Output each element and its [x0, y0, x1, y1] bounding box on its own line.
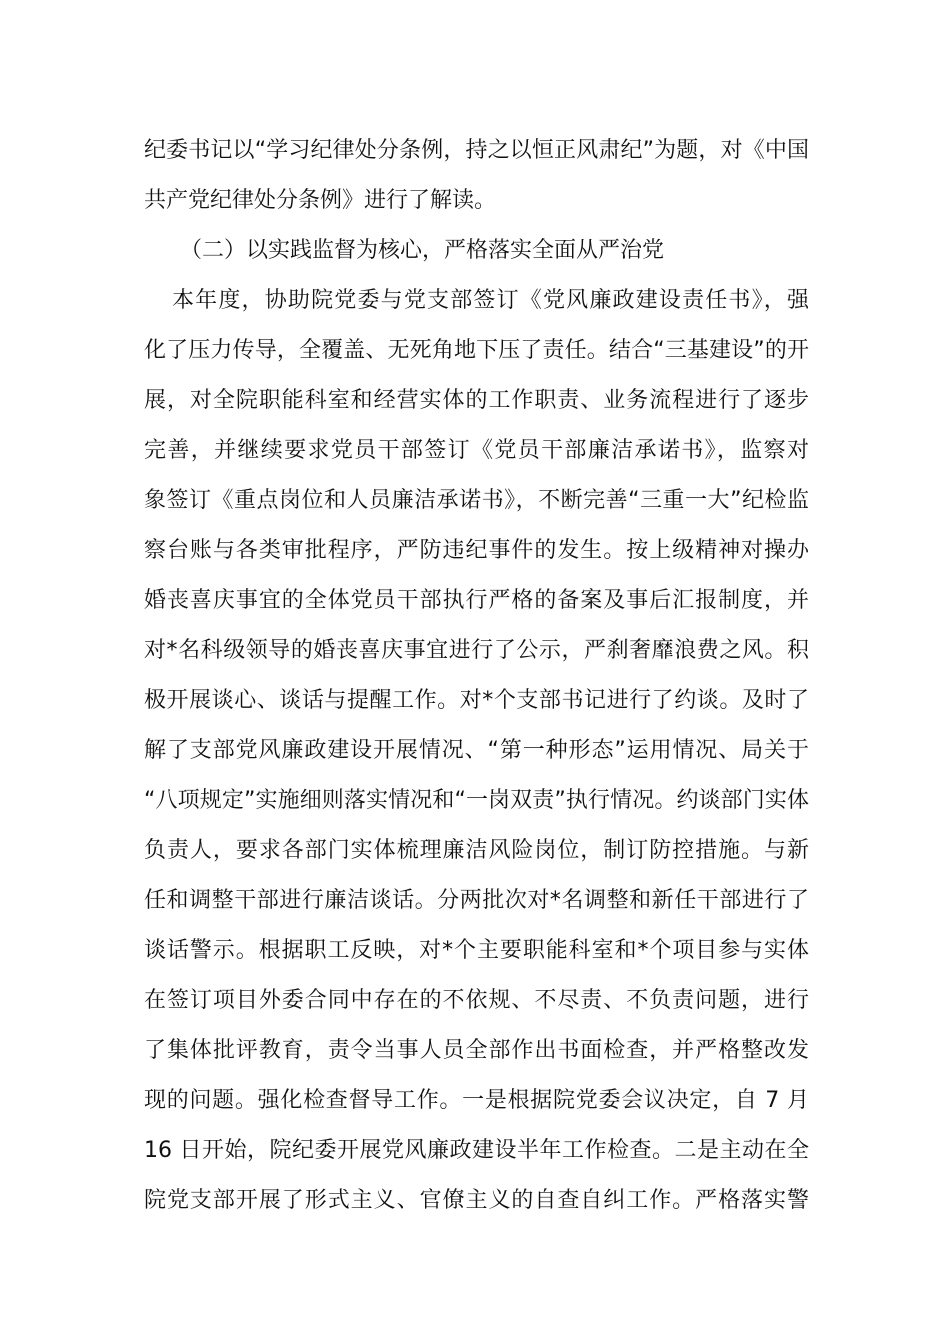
text-line: 了集体批评教育，责令当事人员全部作出书面检查，并严格整改发	[144, 1038, 809, 1063]
text-line: 展，对全院职能科室和经营实体的工作职责、业务流程进行了逐步	[144, 388, 809, 413]
text-line: 在签订项目外委合同中存在的不依规、不尽责、不负责问题，进行	[144, 988, 809, 1013]
section-heading: （二）以实践监督为核心，严格落实全面从严治党	[180, 238, 665, 263]
text-line: 谈话警示。根据职工反映，对*个主要职能科室和*个项目参与实体	[144, 938, 809, 963]
text-line: 现的问题。强化检查督导工作。一是根据院党委会议决定，自 7 月	[144, 1088, 809, 1113]
text-line: 16 日开始，院纪委开展党风廉政建设半年工作检查。二是主动在全	[144, 1138, 809, 1163]
text-line: 院党支部开展了形式主义、官僚主义的自查自纠工作。严格落实警	[144, 1188, 809, 1213]
text-line: 解了支部党风廉政建设开展情况、“第一种形态”运用情况、局关于	[144, 738, 809, 763]
paragraph-first-line: 本年度，协助院党委与党支部签订《党风廉政建设责任书》，强	[172, 288, 809, 313]
text-line: 纪委书记以“学习纪律处分条例，持之以恒正风肃纪”为题，对《中国	[144, 138, 809, 163]
text-line: 对*名科级领导的婚丧喜庆事宜进行了公示，严刹奢靡浪费之风。积	[144, 638, 809, 663]
text-line: 察台账与各类审批程序，严防违纪事件的发生。按上级精神对操办	[144, 538, 809, 563]
text-line: 完善，并继续要求党员干部签订《党员干部廉洁承诺书》，监察对	[144, 438, 809, 463]
text-line: 象签订《重点岗位和人员廉洁承诺书》，不断完善“三重一大”纪检监	[144, 488, 809, 513]
text-line: 任和调整干部进行廉洁谈话。分两批次对*名调整和新任干部进行了	[144, 888, 809, 913]
text-line: “八项规定”实施细则落实情况和“一岗双责”执行情况。约谈部门实体	[144, 788, 809, 813]
text-line: 极开展谈心、谈话与提醒工作。对*个支部书记进行了约谈。及时了	[144, 688, 809, 713]
text-line: 婚丧喜庆事宜的全体党员干部执行严格的备案及事后汇报制度，并	[144, 588, 809, 613]
text-line: 化了压力传导，全覆盖、无死角地下压了责任。结合“三基建设”的开	[144, 338, 809, 363]
text-line: 负责人，要求各部门实体梳理廉洁风险岗位，制订防控措施。与新	[144, 838, 809, 863]
text-line: 共产党纪律处分条例》进行了解读。	[144, 188, 497, 213]
